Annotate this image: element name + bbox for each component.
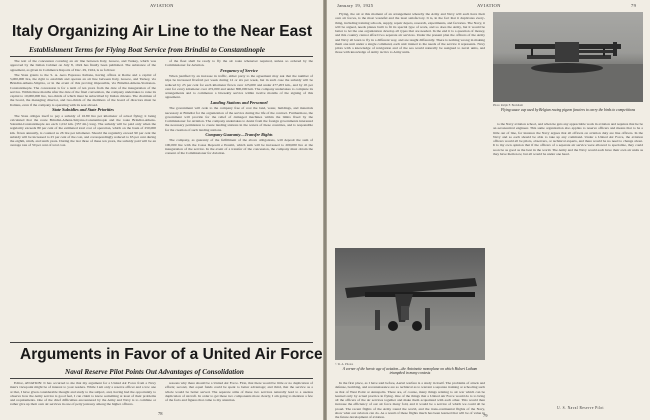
right-column-3 — [335, 381, 485, 419]
photo-credit: Photo Ralph F. Beckham — [493, 103, 523, 107]
running-header: AVIATION — [150, 3, 174, 8]
seaplane-illustration — [493, 12, 643, 102]
running-header: AVIATION — [477, 3, 501, 8]
paragraph: Editor, AVIATION: It has occurred to me that my argument for a United Air Force from a Navy man's viewpoint might be of interest to your readers. While I am only a reserve officer and a low one at that, I have given considerable thought and study to the subject, and, having had the opportunity to observe how the Army service is good feel, I can claim to know something at least of their problems and requirements. One of the chief difficulties encountered by the Army and Navy is to combine or rather give up their own air services in one of petty jealousy among the higher officers. — [10, 381, 156, 407]
page-number: 78 — [158, 411, 163, 416]
section-subhead: Landing Stations and Personnel — [210, 99, 268, 105]
photo-caption: A corner of the heroic age of aviation—the Antoinette monoplane on which Hubert Latham triumphed in many contests — [342, 367, 478, 376]
right-column-2 — [493, 122, 643, 412]
right-column-1 — [335, 12, 485, 245]
paragraph: When justified by an increase in traffic, either party to the agreement may ask that the number of trips be increased fivefold per week during 12 or six per week, but in such case the subsidy will be reduced by 25 per cent for each kilometer flown over 125,000 and under 477,203 km., and by 45 per cent for every kilometer over 472,000 and under 800,000 km. The company undertakes to complete its arrangements and to commence a biweekly service within twelve months of the signing of this agreement. — [165, 74, 313, 100]
paragraph: to the Navy aviation school, and when he gets any appreciable work in aviation and requires that he be an aeronautical engineer. This same organization also applies to reserve officers and means that to be a little out of line, for instance the Navy argues that all officers on aviation duty are line officers. In the Navy and so each should be able to take up any command. Under a United Air Force, the aviation officers would all be pilots, observers, or technical experts, and there would be no need to change about. It is my own opinion that if the officers of a separate air service were allowed to specialize, they could soon be as good as the best in the world. The Army and the Navy would each have their own air units as they have them now, but all would be under one head. — [493, 122, 643, 156]
paragraph: reasons why there should be a United Air Force. First, that there would be little or no duplication of efforts; second, that equal funds could be spent to better advantage; and third, that the service as a whole would be better served. The separate arms of these two services naturally lead to a useless duplication of aircraft. In order to get these two components more clearly, I am going to mention a few of the facts and figures that came to my attention. — [165, 381, 313, 402]
paragraph: of the fleet shall be ready to fly the air route whenever required, unless so ordered by the Commissioner for Aviation. — [165, 59, 313, 68]
paragraph: In the first place, as I have said before, Aerial warfare is a study in itself. The problems of attack and defense, bombing, and reconnaissance are so technical as to warrant a separate training or schooling such as that of West Point or Annapolis. There are, of course, many things relating to air war which can be learned only by actual practice in flying. One of the things that a United Air Force would do is to bring all the officers of the air services together and make them acquainted with each other. This would then increase the efficiency of our air force many fold, and it would be a service of which we could all be proud. The recent flights of the Army round the world, and the trans-continental flights of the Navy, show what our aviators can do. As a result of these flights much has been learned that will be of value in the future development of aviation. — [335, 381, 485, 419]
article1-column-1 — [10, 59, 156, 338]
photo-credit: © R. A. Photos — [335, 362, 354, 366]
article2-column-2 — [165, 381, 313, 411]
page-number: 79 — [483, 413, 488, 418]
monoplane-illustration — [335, 248, 485, 360]
article-subtitle: Establishment Terms for Flying Boat Service from Brindisi to Constantinople — [29, 45, 266, 54]
paragraph: The company, as guaranty of the fulfillment of the above obligations, will deposit the sum of 100,000 lire with the Cassa Depositi e Prestiti, which sum will be increased to 200,000 lire at the inauguration of the service. In the event of a transfer of the concession, the company must obtain the consent of the Commissioner for Aviation. — [165, 138, 313, 156]
article-signoff: U. S. Naval Reserve Pilot — [557, 406, 604, 410]
seaplane-photo — [493, 12, 643, 102]
left-page — [0, 0, 323, 420]
article-title: Arguments in Favor of a United Air Force — [20, 346, 323, 363]
monoplane-photo — [335, 248, 485, 360]
page-number-top: 79 — [631, 3, 637, 8]
section-subhead: Frequency of Service — [220, 67, 258, 73]
photo-caption: Flying sauce cup used by Belgian racing pigeon fanciers to carry the birds to competitions — [500, 108, 636, 112]
paragraph: The government will cede to the company free of cost the land, water, buildings, and materials necessary at Brindisi for the organization of the service during the life of the contract. Furthermore, the government will provide for the relief of damaged machines within the limits fixed by the Commissioner for Aviation. The company undertakes to desist from the foreign governments interested the necessary permission to create landing stations in the waters of these countries, and is responsible for the creation of such landing stations. — [165, 106, 313, 132]
paragraph: The State grants to the S. A. Aero Espresso Italiana, having offices at Rome and a capital of 5,000,000 lire, the right to establish and operate an air line between Italy, Greece, and Turkey, via Brindisi-Athens-Smyrna, or in the event of this proving impossible, via Brindisi-Athens-Stationon-Constantinople. The concession is for a term of ten years from the date of the inauguration of the service. Within three months after the date of the final convention, the company undertakes to raise its capital to 10,000,000 lire, two-thirds of which must be subscribed by Italian citizens. The chairman of the board, the managing director, and two-thirds of the members of the board of directors must be Italians, even if the company is operating with its seat abroad. — [10, 72, 156, 107]
section-subhead: State Subsidies and State Priorities — [52, 107, 114, 113]
paragraph: The State obliges itself to pay a subsidy of 16.80 lire per kilometer of actual flying; it being calculated that the route Brindisi-Athens-Smyrna-Constantinople and the route Brindisi-Athens-Saloniki-Constantinople are each 1,012 km. (357 mi.) long. The subsidy will be paid only when the regularity exceeds 80 per cent of the estimated total cost of operation, which on the basis of 250,000 km. flown annually, is counted as 26 lire per kilometer. Should the regularity exceed 90 per cent the subsidy will be increased to 25 per cent of the cost, and correspondingly reduced to 65 per cent during the eighth, ninth, and tenth years. During the last three of these ten years, the subsidy paid will be an average rate of 50 per cent of total cost. — [10, 113, 156, 148]
article2-column-1 — [10, 381, 156, 411]
article-divider — [10, 342, 313, 343]
title-rule — [10, 56, 313, 57]
title-rule — [10, 378, 313, 379]
running-header-date: January 19, 1925 — [337, 3, 374, 8]
article-subtitle: Naval Reserve Pilot Points Out Advantages of Consolidation — [65, 368, 244, 376]
article1-column-2 — [165, 59, 313, 338]
article-title: Italy Organizing Air Line to the Near East — [12, 23, 313, 40]
paragraph: The text of the concession covering an air line between Italy, Greece, and Turkey, which was approved by the Italian Cabinet on July 8, 1924 has finally been published. The substance of the agreement, as given in Commerce Reports of Dec. 29, 1924, is as follows: — [10, 59, 156, 72]
right-page — [327, 0, 650, 420]
paragraph: Flying, the air at this moment of an arrangement whereby the Army and Navy will each have their own air forces, is the most wasteful and the least satisfactory. It is, in the fact that it duplicates every-thing, including training schools, supply, repair depots, research, experiments, and factories. The Navy, it will be argued, needs planes built to fit its special type of work, and so does the Army, but it would be better to let the one organization develop all types that are needed. In the end it is a question of money, and this country cannot afford two separate air services. Under the present plan the officers of the Army and Navy all learn to fly in a different way, and are taught differently. There is nothing wrong in making them one unit under a single command, each unit trained to the needs of the service it represents. Navy pilots with a knowledge of navigation and of the sea would naturally be assigned to naval units, and those with knowledge of Army tactics to Army units. — [335, 12, 485, 55]
section-subhead: Company Guaranty—Transfer Rights — [205, 131, 273, 137]
